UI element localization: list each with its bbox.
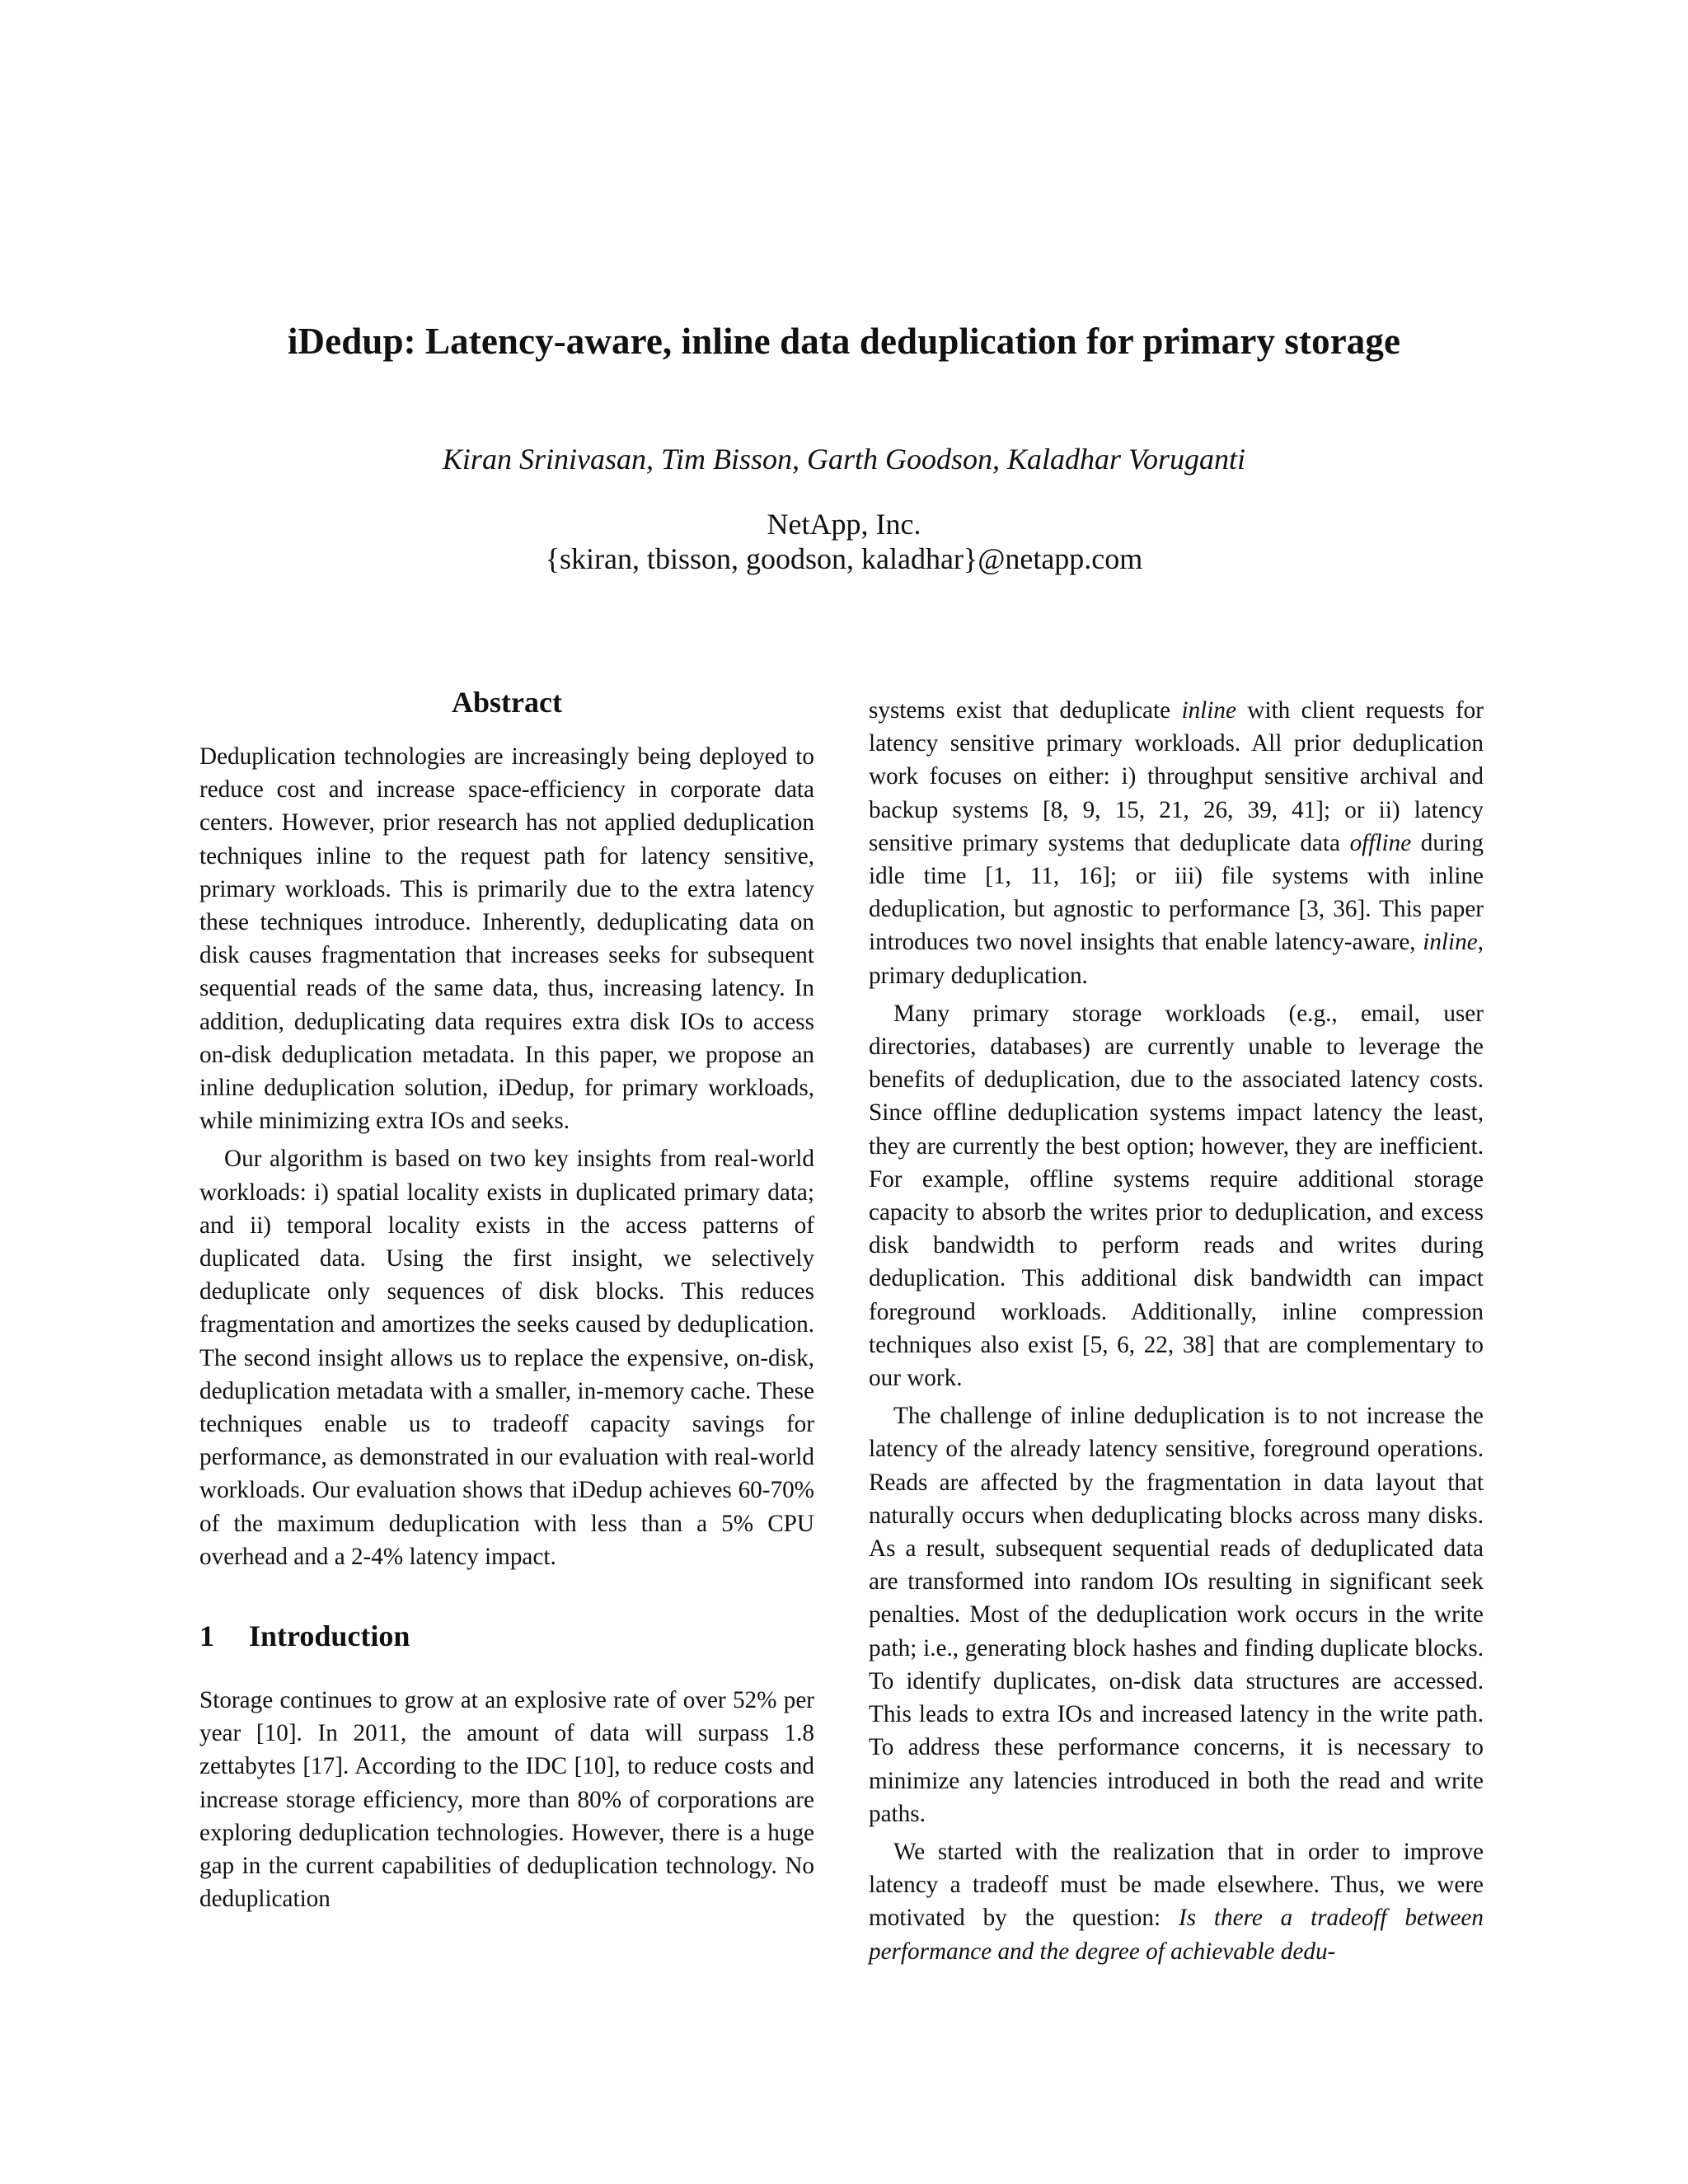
emphasis-text: inline: [1181, 697, 1236, 724]
intro-paragraph-5: [869, 1835, 1484, 1968]
text-run: systems exist that deduplicate: [869, 697, 1182, 724]
intro-paragraph-4: The challenge of inline deduplication is to not increase the latency of the already latency sensitive, foreground operations. Reads are affected by the fragmentation in data layout that naturally occurs when deduplicating blocks across many disks. As a result, subsequent sequential reads of deduplicated data are transformed into random IOs resulting in significant seek penalties. Most of the deduplication work occurs in the write path; i.e., generating block hashes and finding duplicate blocks. To identify duplicates, on-disk data structures are accessed. This leads to extra IOs and increased latency in the write path. To address these performance concerns, it is necessary to minimize any latencies introduced in both the read and write paths.: [869, 1403, 1484, 1827]
right-column: [869, 694, 1484, 1968]
text-run: , primary deduplication.: [869, 929, 1484, 989]
abstract-paragraph-1: Deduplication technologies are increasingly being deployed to reduce cost and increase space-efficiency in corporate data centers. However, prior research has not applied deduplication techniques inline to the request path for latency sensitive, primary workloads. This is primarily due to the extra latency these techniques introduce. Inherently, deduplicating data on disk causes fragmentation that increases seeks for subsequent sequential reads of the same data, thus, increasing latency. In addition, deduplicating data requires extra disk IOs to access on-disk deduplication metadata. In this paper, we propose an inline deduplication solution, iDedup, for primary workloads, while minimizing extra IOs and seeks.: [199, 743, 814, 1135]
emphasis-text: Is there a tradeoff between performance and the degree of achievable dedu-: [869, 1905, 1484, 1965]
affiliation: NetApp, Inc.: [767, 508, 921, 541]
paper-authors: Kiran Srinivasan, Tim Bisson, Garth Goodson, Kaladhar Voruganti: [442, 443, 1246, 476]
abstract-paragraph-2: Our algorithm is based on two key insights from real-world workloads: i) spatial locality exists in duplicated primary data; and ii) temporal locality exists in the access patterns of duplicated data. Using the first insight, we selectively deduplicate only sequences of disk blocks. This reduces fragmentation and amortizes the seeks caused by deduplication. The second insight allows us to replace the expensive, on-disk, deduplication metadata with a smaller, in-memory cache. These techniques enable us to tradeoff capacity savings for performance, as demonstrated in our evaluation with real-world workloads. Our evaluation shows that iDedup achieves 60-70% of the maximum deduplication with less than a 5% CPU overhead and a 2-4% latency impact.: [199, 1146, 814, 1570]
emphasis-text: offline: [1349, 829, 1412, 856]
section-number: 1: [199, 1619, 214, 1653]
left-column: [199, 684, 814, 1916]
intro-paragraph-2: [869, 694, 1484, 992]
author-emails: {skiran, tbisson, goodson, kaladhar}@netapp.com: [545, 542, 1143, 575]
section-title: Introduction: [249, 1619, 410, 1653]
intro-paragraph-3: Many primary storage workloads (e.g., email, user directories, databases) are currently unable to leverage the benefits of deduplication, due to the associated latency costs. Since offline deduplication systems impact latency the least, they are currently the best option; however, they are inefficient. For example, offline systems require additional storage capacity to absorb the writes prior to deduplication, and excess disk bandwidth to perform reads and writes during deduplication. This additional disk bandwidth can impact foreground workloads. Additionally, inline compression techniques also exist [5, 6, 22, 38] that are complementary to our work.: [869, 1000, 1484, 1392]
section-heading-introduction: [199, 1618, 814, 1654]
paper-title: iDedup: Latency-aware, inline data deduplication for primary storage: [287, 321, 1401, 362]
text-run: during idle time [1, 11, 16]; or iii) file systems with inline deduplication, but agnostic to performance [3, 36]. This paper introduces two novel insights that enable latency-aware,: [869, 829, 1484, 956]
abstract-heading: Abstract: [452, 686, 562, 719]
emphasis-text: inline: [1423, 929, 1478, 956]
text-run: We started with the realization that in order to improve latency a tradeoff must be made elsewhere. Thus, we were motivated by the question:: [869, 1838, 1484, 1932]
author-affiliation-block: [0, 507, 1688, 576]
text-run: with client requests for latency sensitive primary workloads. All prior deduplication work focuses on either: i) throughput sensitive archival and backup systems [8, 9, 15, 21, 26, 39, 41]; or ii) latency sensitive primary systems that deduplicate data: [869, 697, 1484, 856]
intro-paragraph-1: Storage continues to grow at an explosive rate of over 52% per year [10]. In 2011, the amount of data will surpass 1.8 zettabytes [17]. According to the IDC [10], to reduce costs and increase storage efficiency, more than 80% of corporations are exploring deduplication technologies. However, there is a huge gap in the current capabilities of deduplication technology. No deduplication: [199, 1687, 814, 1913]
